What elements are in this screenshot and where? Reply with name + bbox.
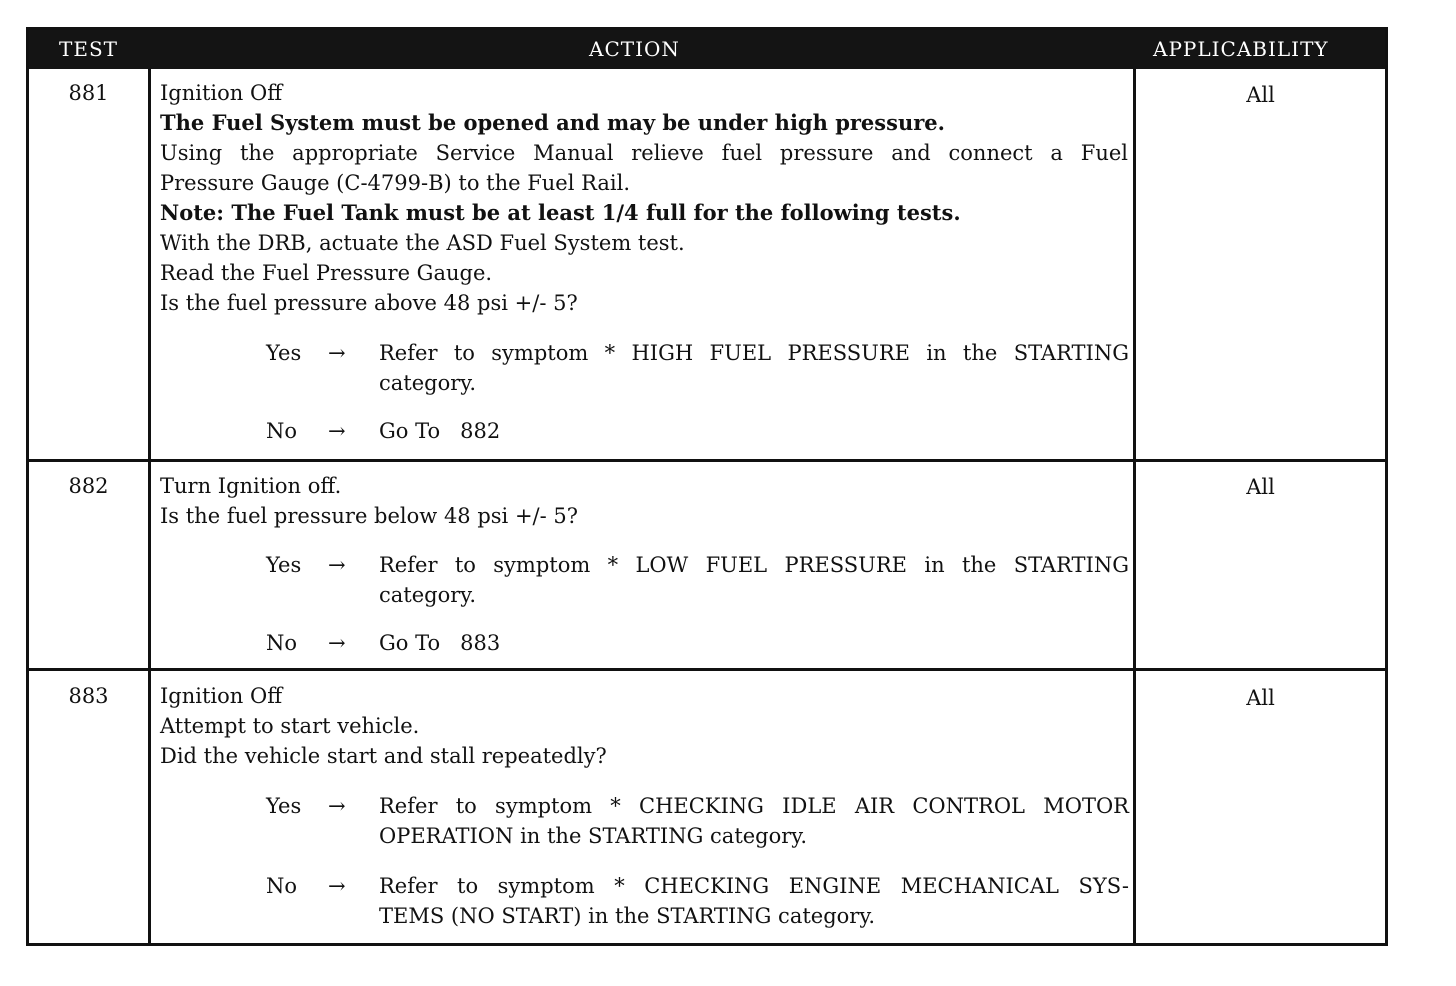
action-line: Turn Ignition off. [160, 474, 342, 498]
header-applicability: APPLICABILITY [1153, 37, 1329, 61]
yes-result: Refer to symptom * LOW FUEL PRESSURE in the STARTING [379, 553, 1129, 577]
row-divider-882-883 [29, 668, 1385, 671]
action-line: Ignition Off [160, 81, 283, 105]
action-line: Attempt to start vehicle. [160, 714, 420, 738]
applicability-882: All [1246, 475, 1275, 499]
arrow-right-icon: → [328, 631, 346, 655]
header-action: ACTION [589, 37, 680, 61]
action-line: Pressure Gauge (C-4799-B) to the Fuel Rail. [160, 171, 631, 195]
yes-result-continued: category. [379, 583, 477, 607]
yes-result-continued: category. [379, 371, 477, 395]
action-cell-883 [160, 681, 1128, 931]
applicability-883: All [1246, 686, 1275, 710]
table-header [29, 30, 1385, 69]
yes-result-continued: OPERATION in the STARTING category. [379, 824, 808, 848]
applicability-881: All [1246, 83, 1275, 107]
yes-answer [160, 338, 1128, 368]
no-result: Go To 882 [379, 419, 501, 443]
yes-result: Refer to symptom * HIGH FUEL PRESSURE in the STARTING [379, 341, 1129, 365]
yes-label: Yes [266, 341, 302, 365]
arrow-right-icon: → [328, 794, 346, 818]
no-answer [160, 871, 1128, 901]
test-number-882: 882 [68, 474, 109, 498]
column-divider-test [148, 69, 151, 943]
test-number-881: 881 [68, 81, 109, 105]
no-result: Go To 883 [379, 631, 501, 655]
no-label: No [266, 419, 298, 443]
action-line: Read the Fuel Pressure Gauge. [160, 261, 493, 285]
yes-answer [160, 550, 1128, 580]
yes-result: Refer to symptom * CHECKING IDLE AIR CONTROL MOTOR [379, 794, 1129, 818]
column-divider-applicability [1133, 69, 1136, 943]
question-line: Did the vehicle start and stall repeatedly? [160, 744, 607, 768]
action-line: With the DRB, actuate the ASD Fuel System test. [160, 231, 685, 255]
no-answer [160, 416, 1128, 446]
no-label: No [266, 874, 298, 898]
action-cell-881 [160, 78, 1128, 446]
test-number-883: 883 [68, 684, 109, 708]
header-test: TEST [59, 37, 118, 61]
no-result-continued: TEMS (NO START) in the STARTING category. [379, 904, 876, 928]
action-cell-882 [160, 471, 1128, 658]
yes-answer [160, 791, 1128, 821]
yes-label: Yes [266, 794, 302, 818]
question-line: Is the fuel pressure below 48 psi +/- 5? [160, 504, 579, 528]
no-result: Refer to symptom * CHECKING ENGINE MECHANICAL SYS- [379, 874, 1129, 898]
arrow-right-icon: → [328, 341, 346, 365]
no-answer [160, 628, 1128, 658]
arrow-right-icon: → [328, 553, 346, 577]
arrow-right-icon: → [328, 874, 346, 898]
yes-label: Yes [266, 553, 302, 577]
row-divider-881-882 [29, 459, 1385, 462]
action-line: Using the appropriate Service Manual relieve fuel pressure and connect a Fuel [160, 141, 1128, 165]
note-line: Note: The Fuel Tank must be at least 1/4 full for the following tests. [160, 200, 961, 225]
warning-line: The Fuel System must be opened and may be under high pressure. [160, 110, 945, 135]
no-label: No [266, 631, 298, 655]
arrow-right-icon: → [328, 419, 346, 443]
question-line: Is the fuel pressure above 48 psi +/- 5? [160, 291, 578, 315]
action-line: Ignition Off [160, 684, 283, 708]
diagnostic-test-table [26, 27, 1388, 946]
